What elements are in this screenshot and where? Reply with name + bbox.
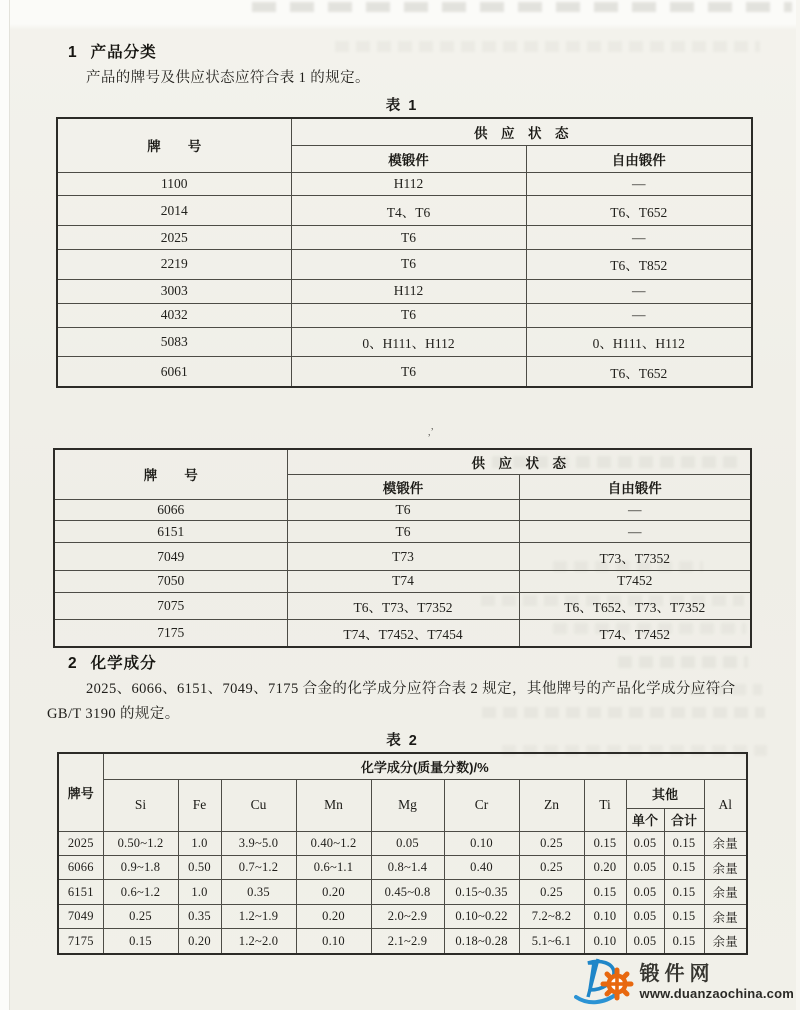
- table-cell: 7.2~8.2: [519, 904, 584, 928]
- table-cell: 0.35: [178, 904, 221, 928]
- table-cell: 0.6~1.1: [296, 855, 371, 879]
- table-cell: 0.40: [444, 855, 519, 879]
- table-cell: 0.15: [103, 929, 178, 954]
- scan-speck: ,’: [428, 427, 434, 438]
- table-row: [54, 543, 751, 570]
- table-cell: 0.25: [519, 831, 584, 855]
- table-cell: T6: [291, 250, 526, 280]
- section-title: 产品分类: [90, 44, 157, 61]
- table-row: [58, 831, 747, 855]
- table-cell: 2014: [57, 196, 291, 226]
- table-row: [57, 327, 752, 357]
- table-cell: 6151: [58, 880, 103, 904]
- table-cell: 0.45~0.8: [371, 880, 444, 904]
- table-cell: T74: [287, 570, 519, 592]
- chemical-composition-table-2: [57, 752, 748, 955]
- table-row: [57, 250, 752, 280]
- table-cell: 6061: [57, 357, 291, 387]
- table-cell: 0.6~1.2: [103, 880, 178, 904]
- scan-page-edge-left: [0, 0, 10, 1010]
- table-cell: 5.1~6.1: [519, 929, 584, 954]
- col-header-composition: 化学成分(质量分数)/%: [103, 753, 747, 779]
- table-cell: 6066: [54, 499, 287, 521]
- table-cell: 0.9~1.8: [103, 855, 178, 879]
- table-cell: 0.15: [664, 904, 704, 928]
- paragraph-1: 产品的牌号及供应状态应符合表 1 的规定。: [86, 70, 370, 86]
- col-header-zn: Zn: [519, 779, 584, 831]
- bleedthrough-ghost: [618, 656, 748, 668]
- table-cell: 0.05: [626, 855, 664, 879]
- table-cell: 4032: [57, 303, 291, 327]
- table-cell: T6: [291, 226, 526, 250]
- col-header-others: 其他: [626, 779, 704, 808]
- table-cell: —: [526, 226, 752, 250]
- col-header-ti: Ti: [584, 779, 626, 831]
- table-cell: 1.0: [178, 880, 221, 904]
- table-cell: 余量: [704, 855, 747, 879]
- table-cell: 0.05: [626, 831, 664, 855]
- table-cell: 0.05: [626, 904, 664, 928]
- supply-status-table-1: [56, 117, 753, 388]
- table-cell: 0.25: [103, 904, 178, 928]
- table-cell: 0.15: [664, 855, 704, 879]
- bleedthrough-ghost: [252, 2, 792, 12]
- table-row: [57, 226, 752, 250]
- section-heading-1: [68, 40, 157, 62]
- table-cell: 余量: [704, 880, 747, 904]
- table-cell: T6、T852: [526, 250, 752, 280]
- table-cell: 0.05: [626, 929, 664, 954]
- table-cell: T6: [291, 303, 526, 327]
- table-row: [58, 904, 747, 928]
- table-cell: T74、T7452、T7454: [287, 619, 519, 647]
- table-cell: 2025: [57, 226, 291, 250]
- table-cell: 0.15~0.35: [444, 880, 519, 904]
- table-cell: 0.25: [519, 855, 584, 879]
- table-cell: 0.10~0.22: [444, 904, 519, 928]
- table-cell: 0.8~1.4: [371, 855, 444, 879]
- table-cell: 1.2~2.0: [221, 929, 296, 954]
- table-cell: T7452: [519, 570, 751, 592]
- table-row: [58, 880, 747, 904]
- table-cell: 1100: [57, 172, 291, 196]
- watermark-site-url: www.duanzaochina.com: [639, 986, 794, 1001]
- table-cell: 0.10: [444, 831, 519, 855]
- table-row: [57, 279, 752, 303]
- table-row: [54, 499, 751, 521]
- table-cell: 2219: [57, 250, 291, 280]
- table-cell: —: [526, 303, 752, 327]
- table-row: [57, 357, 752, 387]
- section-heading-2: [68, 651, 157, 673]
- table-cell: —: [519, 521, 751, 543]
- table-cell: 0、H111、H112: [291, 327, 526, 357]
- table-cell: 3.9~5.0: [221, 831, 296, 855]
- col-header-si: Si: [103, 779, 178, 831]
- bleedthrough-ghost: [335, 41, 760, 52]
- table-cell: 0.20: [296, 880, 371, 904]
- col-header-other-total: 合计: [664, 808, 704, 831]
- scan-page-edge-right: [796, 0, 800, 1010]
- table-cell: —: [526, 172, 752, 196]
- table-row: [57, 303, 752, 327]
- col-header-die-forgings: 模锻件: [287, 474, 519, 499]
- table-cell: 7050: [54, 570, 287, 592]
- section-number: 1: [68, 44, 78, 61]
- col-header-mg: Mg: [371, 779, 444, 831]
- col-header-die-forgings: 模锻件: [291, 145, 526, 172]
- table-cell: 0.18~0.28: [444, 929, 519, 954]
- table-cell: 0.25: [519, 880, 584, 904]
- table-cell: 余量: [704, 929, 747, 954]
- table1-caption: 表 1: [385, 98, 419, 114]
- table-cell: T6、T652: [526, 357, 752, 387]
- table-cell: —: [526, 279, 752, 303]
- table-row: [54, 592, 751, 619]
- table-cell: 7049: [58, 904, 103, 928]
- table-row: [58, 855, 747, 879]
- table-cell: 0.10: [296, 929, 371, 954]
- paragraph-2-line2: GB/T 3190 的规定。: [47, 706, 180, 722]
- table-cell: H112: [291, 172, 526, 196]
- table-cell: 0.20: [296, 904, 371, 928]
- table-cell: 0.7~1.2: [221, 855, 296, 879]
- paragraph-2-line1: 2025、6066、6151、7049、7175 合金的化学成分应符合表 2 规定，其他牌号的产品化学成分应符合: [86, 681, 736, 697]
- table-cell: T73: [287, 543, 519, 570]
- table-cell: 2.1~2.9: [371, 929, 444, 954]
- watermark-site-name: 锻件网: [639, 963, 715, 985]
- col-header-mn: Mn: [296, 779, 371, 831]
- table-cell: T6: [287, 499, 519, 521]
- supply-status-table-1-continued: [53, 448, 752, 648]
- table-cell: 0.15: [664, 880, 704, 904]
- table-row: [54, 619, 751, 647]
- table-cell: T6: [291, 357, 526, 387]
- table-cell: 7075: [54, 592, 287, 619]
- duanzaochina-logo-icon: [574, 957, 636, 1007]
- table-cell: 0.20: [584, 855, 626, 879]
- duanzaochina-watermark: [574, 957, 794, 1007]
- table-cell: T6、T652: [526, 196, 752, 226]
- col-header-free-forgings: 自由锻件: [519, 474, 751, 499]
- table-cell: 2.0~2.9: [371, 904, 444, 928]
- table-row: [58, 929, 747, 954]
- table-cell: 0.15: [664, 929, 704, 954]
- section-number: 2: [68, 655, 78, 672]
- col-header-grade: 牌 号: [57, 118, 291, 172]
- table-row: [57, 172, 752, 196]
- col-header-grade: 牌 号: [54, 449, 287, 499]
- col-header-other-single: 单个: [626, 808, 664, 831]
- table-cell: 0.10: [584, 904, 626, 928]
- table-cell: 6066: [58, 855, 103, 879]
- col-header-free-forgings: 自由锻件: [526, 145, 752, 172]
- table-cell: 0.20: [178, 929, 221, 954]
- table-cell: 1.2~1.9: [221, 904, 296, 928]
- table-cell: 0、H111、H112: [526, 327, 752, 357]
- table-row: [54, 521, 751, 543]
- table-cell: 0.10: [584, 929, 626, 954]
- col-header-al: Al: [704, 779, 747, 831]
- table-cell: —: [519, 499, 751, 521]
- table-cell: 0.15: [584, 831, 626, 855]
- col-header-cu: Cu: [221, 779, 296, 831]
- table-cell: 0.50: [178, 855, 221, 879]
- col-header-supply-status: 供 应 状 态: [291, 118, 752, 145]
- table-cell: 3003: [57, 279, 291, 303]
- col-header-supply-status: 供 应 状 态: [287, 449, 751, 474]
- table-cell: T74、T7452: [519, 619, 751, 647]
- table-cell: 余量: [704, 904, 747, 928]
- table-cell: 1.0: [178, 831, 221, 855]
- table-cell: T6: [287, 521, 519, 543]
- table-cell: H112: [291, 279, 526, 303]
- table-cell: 0.15: [664, 831, 704, 855]
- table-cell: 6151: [54, 521, 287, 543]
- table-cell: 余量: [704, 831, 747, 855]
- table-cell: 5083: [57, 327, 291, 357]
- table-cell: 0.50~1.2: [103, 831, 178, 855]
- section-title: 化学成分: [90, 655, 157, 672]
- table-cell: 0.40~1.2: [296, 831, 371, 855]
- table-cell: 0.05: [626, 880, 664, 904]
- table2-caption: 表 2: [386, 733, 419, 749]
- col-header-cr: Cr: [444, 779, 519, 831]
- table-cell: 0.35: [221, 880, 296, 904]
- table-cell: 7175: [58, 929, 103, 954]
- table-cell: 2025: [58, 831, 103, 855]
- table-cell: T4、T6: [291, 196, 526, 226]
- table-cell: 0.05: [371, 831, 444, 855]
- table-cell: T6、T652、T73、T7352: [519, 592, 751, 619]
- table-cell: T6、T73、T7352: [287, 592, 519, 619]
- col-header-fe: Fe: [178, 779, 221, 831]
- col-header-grade: 牌号: [58, 753, 103, 831]
- table-cell: 7175: [54, 619, 287, 647]
- table-cell: 7049: [54, 543, 287, 570]
- gear-icon: [603, 970, 631, 998]
- table-cell: T73、T7352: [519, 543, 751, 570]
- table-cell: 0.15: [584, 880, 626, 904]
- table-row: [54, 570, 751, 592]
- table-row: [57, 196, 752, 226]
